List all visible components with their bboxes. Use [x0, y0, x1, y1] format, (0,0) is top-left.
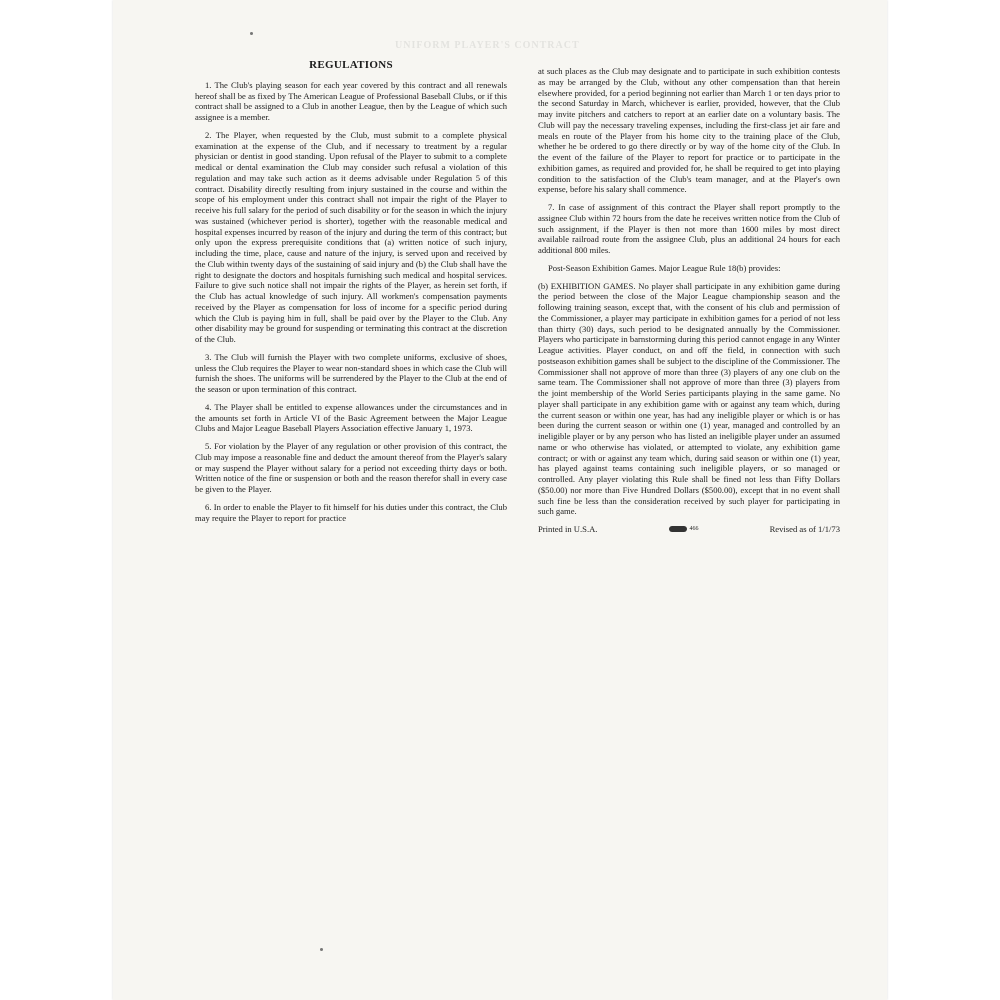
regulation-paragraph: 3. The Club will furnish the Player with two complete uniforms, exclusive of shoes, unless the Club requires the Player to wear non-standard shoes in which case the Club will furnish the shoes. The uniforms will be surrendered by the Player to the Club at the end of the season or upon termination of this contract. [195, 351, 507, 394]
regulation-paragraph: 7. In case of assignment of this contract the Player shall report promptly to the assignee Club within 72 hours from the date he receives written notice from the Club of such assignment, if the Player is then not more than 1600 miles by most direct available railroad route from the assignee Club, plus an additional 24 hours for each additional 800 miles. [538, 202, 840, 255]
paper-speck [320, 948, 323, 951]
regulation-paragraph: 6. In order to enable the Player to fit himself for his duties under this contract, the Club may require the Player to report for practice [195, 501, 507, 523]
rule-text: (b) EXHIBITION GAMES. No player shall participate in any exhibition game during the period between the close of the Major League championship season and the following training season, except that, with the consent of his club and permission of the Commissioner, a player may participate in exhibition games for a period of not less than thirty (30) days, such period to be designated annually by the Commissioner. Players who participate in barnstorming during this period cannot engage in any Winter League activities. Player conduct, on and off the field, in connection with such postseason exhibition games shall be subject to the discipline of the Commissioner. The Commissioner shall not approve of more than three (3) players of any one club on the same team. The Commissioner shall not approve of more than three (3) players from the joint membership of the World Series participants playing in the same game. No player shall participate in any exhibition game with or against any team which, during the current season or within one year, has had any ineligible player or which is or has been during the current season or within one (1) year, managed and controlled by an ineligible player or by any person who has listed an ineligible player under an assumed name or who otherwise has violated, or attempted to violate, any exhibition game contract; or with or against any team which, during said season or within one (1) year, has played against teams containing such ineligible players, or so managed or controlled. Any player violating this Rule shall be fined not less than Fifty Dollars ($50.00) nor more than Five Hundred Dollars ($500.00), except that in no event shall such fine be less than the consideration received by such player for participating in such game. [538, 280, 840, 517]
regulation-paragraph: 5. For violation by the Player of any regulation or other provision of this contract, the Club may impose a reasonable fine and deduct the amount thereof from the Player's salary or may suspend the Player without salary for a period not exceeding thirty days or both. Written notice of the fine or suspension or both and the reason therefor shall in every case be given to the Player. [195, 441, 507, 494]
show-through-heading: UNIFORM PLAYER'S CONTRACT [395, 40, 580, 51]
right-column [538, 66, 840, 535]
rule-intro: Post-Season Exhibition Games. Major League Rule 18(b) provides: [548, 262, 781, 273]
regulations-title: REGULATIONS [309, 59, 393, 71]
regulation-paragraph: 4. The Player shall be entitled to expense allowances under the circumstances and in the amounts set forth in Article VI of the Basic Agreement between the Major League Clubs and Major League Baseball Players Association effective January 1, 1973. [195, 401, 507, 434]
union-label-icon [669, 524, 699, 535]
regulation-paragraph: 2. The Player, when requested by the Club, must submit to a complete physical examination at the expense of the Club, and if necessary to treatment by a regular physician or dentist in good standing. Upon refusal of the Player to submit to a complete medical or dental examination the Club may consider such refusal a violation of this regulation and may take such action as it deems advisable under Regulation 5 of this contract. Disability directly resulting from injury sustained in the course and within the scope of his employment under this contract shall not impair the right of the Player to receive his full salary for the period of such disability or for the season in which the injury was sustained (whichever period is shorter), together with the reasonable medical and hospital expenses incurred by reason of the injury and during the term of this contract; but only upon the express prerequisite conditions that (a) written notice of such injury, including the time, place, cause and nature of the injury, is served upon and received by the Club within twenty days of the sustaining of said injury and (b) the Club shall have the right to designate the doctors and hospitals furnishing such medical and hospital services. Failure to give such notice shall not impair the rights of the Player, as herein set forth, if the Club has actual knowledge of such injury. All workmen's compensation payments received by the Player as compensation for loss of income for a specific period during which the Club is paying him in full, shall be paid over by the Player to the Club. Any other disability may be ground for suspending or terminating this contract at the discretion of the Club. [195, 129, 507, 344]
page-footer [538, 524, 840, 535]
union-code: 466 [689, 526, 699, 532]
paper-speck [250, 32, 253, 35]
printed-label: Printed in U.S.A. [538, 524, 598, 534]
regulation-paragraph: 1. The Club's playing season for each year covered by this contract and all renewals hereof shall be as fixed by The American League of Professional Baseball Clubs, or if this contract shall be assigned to a Club in another League, then by the League of which such assignee is a member. [195, 79, 507, 122]
regulation-paragraph: at such places as the Club may designate and to participate in such exhibition contests as may be arranged by the Club, without any other compensation than that herein elsewhere provided, for a period beginning not earlier than March 1 or ten days prior to the second Saturday in March, whichever is earlier, provided, however, that the Club may invite pitchers and catchers to report at an earlier date on a voluntary basis. The Club will pay the necessary traveling expenses, including the first-class jet air fare and meals en route of the Player from his home city to the training place of the Club, whether he be ordered to go there directly or by way of the home city of the Club. In the event of the failure of the Player to report for practice or to participate in the exhibition games, as required and provided for, he shall be required to get into playing condition to the satisfaction of the Club's team manager, and at the Player's own expense, before his salary shall commence. [538, 66, 840, 195]
left-column [195, 60, 507, 530]
revised-label: Revised as of 1/1/73 [769, 524, 840, 534]
union-bug-icon [669, 526, 687, 532]
